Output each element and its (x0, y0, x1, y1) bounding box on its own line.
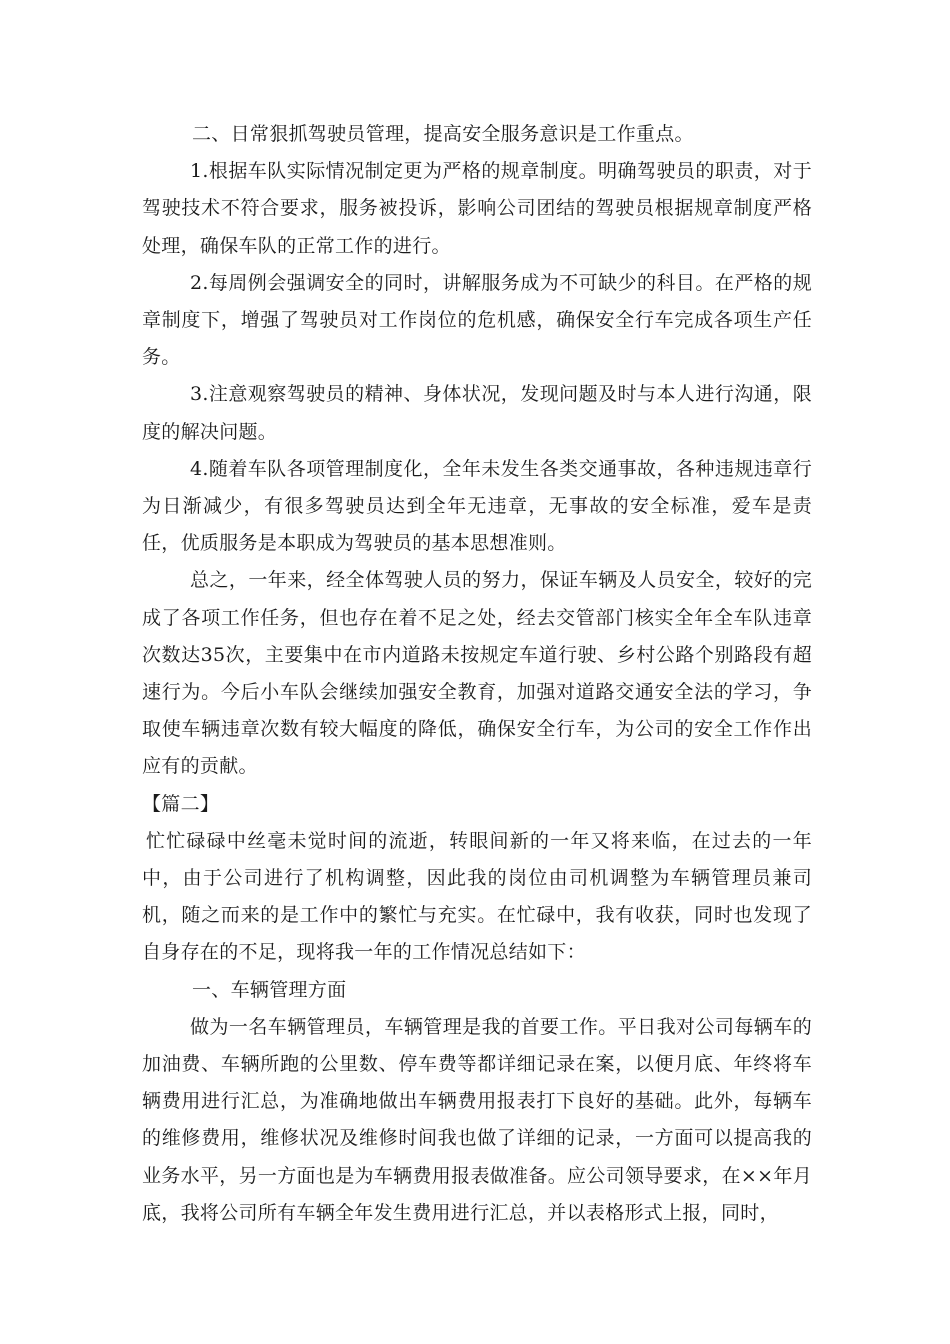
section-title-part-two: 【篇二】 (142, 792, 220, 815)
paragraph-summary: 总之，一年来，经全体驾驶人员的努力，保证车辆及人员安全，较好的完成了各项工作任务，但也存在着不足之处，经去交管部门核实全年全车队违章次数达35次，主要集中在市内道路未按规定车道行驶、乡村公路个别路段有超速行为。今后小车队会继续加强安全教育，加强对道路交通安全法的学习，争取使车辆违章次数有较大幅度的降低，确保安全行车，为公司的安全工作作出应有的贡献。 (142, 569, 812, 778)
paragraph-item-3: 3.注意观察驾驶员的精神、身体状况，发现问题及时与本人进行沟通，限度的解决问题。 (142, 383, 812, 443)
paragraph-part-two-intro: 忙忙碌碌中丝毫未觉时间的流逝，转眼间新的一年又将来临，在过去的一年中，由于公司进行了机构调整，因此我的岗位由司机调整为车辆管理员兼司机，随之而来的是工作中的繁忙与充实。在忙碌中，我有收获，同时也发现了自身存在的不足，现将我一年的工作情况总结如下： (142, 829, 812, 964)
paragraph-vehicle-management: 做为一名车辆管理员，车辆管理是我的首要工作。平日我对公司每辆车的加油费、车辆所跑的公里数、停车费等都详细记录在案，以便月底、年终将车辆费用进行汇总，为准确地做出车辆费用报表打下良好的基础。此外，每辆车的维修费用，维修状况及维修时间我也做了详细的记录，一方面可以提高我的业务水平，另一方面也是为车辆费用报表做准备。应公司领导要求，在××年月底，我将公司所有车辆全年发生费用进行汇总，并以表格形式上报，同时， (142, 1015, 812, 1224)
paragraph-item-4: 4.随着车队各项管理制度化，全年未发生各类交通事故，各种违规违章行为日渐减少，有很多驾驶员达到全年无违章，无事故的安全标准，爱车是责任，优质服务是本职成为驾驶员的基本思想准则。 (142, 457, 812, 555)
section-heading-driver-management: 二、日常狠抓驾驶员管理，提高安全服务意识是工作重点。 (192, 123, 694, 145)
paragraph-item-2: 2.每周例会强调安全的同时，讲解服务成为不可缺少的科目。在严格的规章制度下，增强了驾驶员对工作岗位的危机感，确保安全行车完成各项生产任务。 (142, 271, 812, 369)
document-body (142, 116, 812, 1232)
section-heading-vehicle-management: 一、车辆管理方面 (192, 978, 347, 1001)
paragraph-item-1: 1.根据车队实际情况制定更为严格的规章制度。明确驾驶员的职责，对于驾驶技术不符合要求，服务被投诉，影响公司团结的驾驶员根据规章制度严格处理，确保车队的正常工作的进行。 (142, 160, 812, 257)
